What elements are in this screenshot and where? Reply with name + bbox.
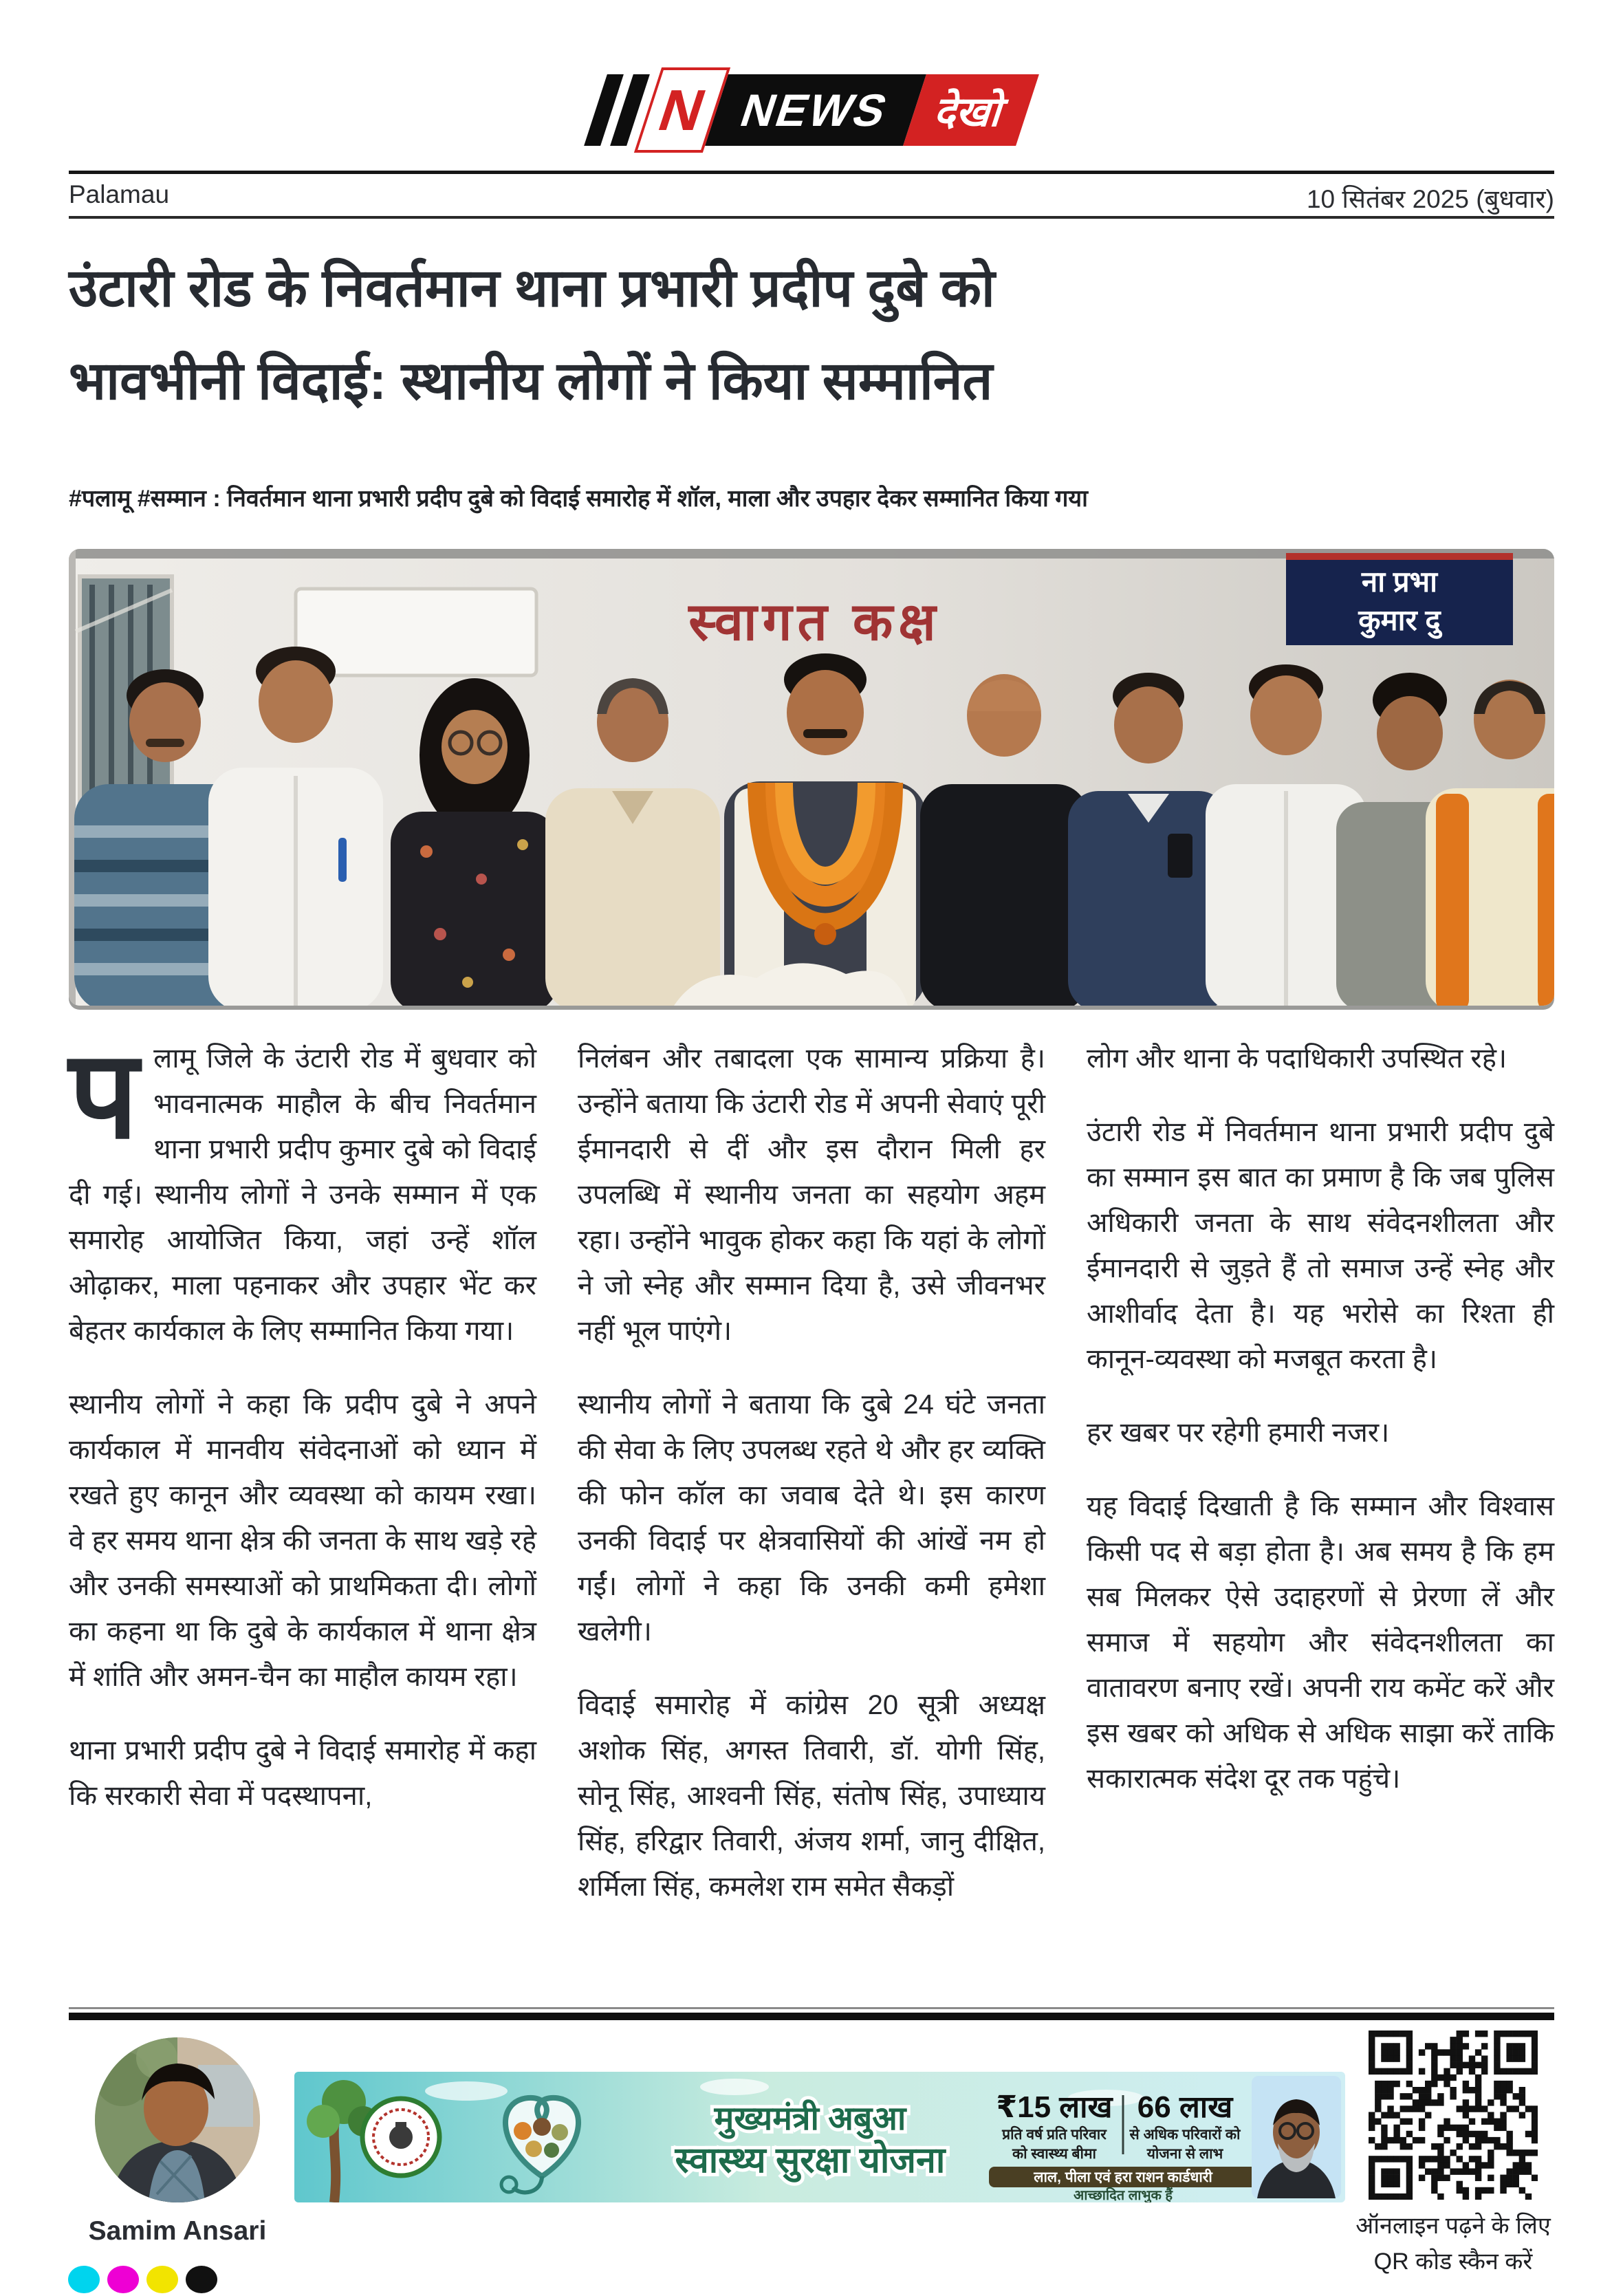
qr-caption [1300,2208,1606,2279]
jharkhand-seal [362,2099,439,2176]
headline-line2: भावभीनी विदाई: स्थानीय लोगों ने किया सम्मानित [69,351,993,411]
ad-stat2-desc2: योजना से लाभ [1146,2146,1223,2162]
masthead [0,73,1623,147]
paragraph: विदाई समारोह में कांग्रेस 20 सूत्री अध्यक्ष अशोक सिंह, अगस्त तिवारी, डॉ. योगी सिंह, सोनू सिंह, आश्वनी सिंह, संतोष सिंह, उपाध्याय सिंह, हरिद्वार तिवारी, अंजय शर्मा, जानु दीक्षित, शर्मिला सिंह, कमलेश राम समेत सैकड़ों [578,1690,1045,1902]
paragraph: उंटारी रोड में निवर्तमान थाना प्रभारी प्रदीप दुबे का सम्मान इस बात का प्रमाण है कि जब पुलिस अधिकारी जनता के साथ संवेदनशीलता और ईमानदारी से जुड़ते हैं तो समाज उन्हें स्नेह और आशीर्वाद देता है। यह भरोसे का रिश्ता ही कानून-व्यवस्था को मजबूत करता है। [1087,1117,1554,1374]
ad-note-line1: लाल, पीला एवं हरा राशन कार्डधारी [1034,2169,1212,2185]
column-2 [578,1036,1045,1938]
edition-location: Palamau [69,180,170,208]
ad-stat1-desc2: को स्वास्थ्य बीमा [1012,2146,1096,2162]
column-3 [1087,1036,1554,1938]
paragraph-text: लामू जिले के उंटारी रोड में बुधवार को भावनात्मक माहौल के बीच निवर्तमान थाना प्रभारी प्रदीप कुमार दुबे को विदाई दी गई। स्थानीय लोगों ने उनके सम्मान में एक समारोह आयोजित किया, जहां उन्हें शॉल ओढ़ाकर, माला पहनाकर और उपहार भेंट कर बेहतर कार्यकाल के लिए सम्मानित किया गया। [69,1043,536,1346]
drop-cap: प [69,1026,139,1163]
wall-text: स्वागत कक्ष [688,593,941,651]
sign-line2: कुमार दु [1358,604,1441,636]
dateline [69,180,1554,215]
logo-news-box [699,74,926,146]
author-avatar [95,2037,260,2202]
footer-rule-thick [69,2013,1554,2020]
lead-photo [69,549,1554,1006]
name-sign [1286,553,1513,645]
paragraph: यह विदाई दिखाती है कि सम्मान और विश्वास किसी पद से बड़ा होता है। अब समय है कि हम सब मिलकर ऐसे उदाहरणों से प्रेरणा लें और समाज में सहयोग और संवेदनशीलता का वातावरण बनाए रखें। अपनी राय कमेंट करें और इस खबर को अधिक से अधिक साझा करें ताकि सकारात्मक संदेश दूर तक पहुंचे। [1087,1491,1554,1794]
paragraph [69,1026,536,1354]
paragraph: निलंबन और तबादला एक सामान्य प्रक्रिया है। उन्होंने बताया कि उंटारी रोड में अपनी सेवाएं पूरी ईमानदारी से दीं और इस दौरान मिली हर उपलब्धि में स्थानीय जनता का सहयोग अहम रहा। उन्होंने भावुक होकर कहा कि यहां के लोगों ने जो स्नेह और सम्मान दिया है, उसे जीवनभर नहीं भूल पाएंगे। [578,1043,1045,1346]
column-1 [69,1026,536,1938]
qr-caption-line2: QR कोड स्कैन करें [1373,2249,1533,2275]
ad-note-line2: आच्छादित लाभुक हैं [1073,2188,1173,2202]
logo-news-text: NEWS [734,85,895,136]
dateline-rule [69,216,1554,219]
ad-title-line1: मुख्यमंत्री अबुआ [714,2101,906,2137]
top-rule [69,171,1554,174]
health-scheme-ad [294,2072,1345,2202]
magenta-dot [107,2266,139,2293]
page-title [69,242,1554,428]
author-name: Samim Ansari [88,2216,267,2246]
yellow-dot [146,2266,178,2293]
farewell-group-photo [69,549,1554,1006]
logo-dekho-box [903,74,1039,146]
qr-code [1369,2030,1538,2200]
ad-stat2-desc1: से अधिक परिवारों को [1129,2127,1241,2143]
logo-n-letter: N [651,77,714,142]
cm-portrait [1252,2076,1341,2198]
qr-caption-line1: ऑनलाइन पढ़ने के लिए [1355,2213,1551,2239]
paragraph: स्थानीय लोगों ने बताया कि दुबे 24 घंटे जनता की सेवा के लिए उपलब्ध रहते थे और हर व्यक्ति की फोन कॉल का जवाब देते थे। इस कारण उनकी विदाई पर क्षेत्रवासियों की आंखें नम हो गईं। लोगों ने कहा कि उनकी कमी हमेशा खलेगी। [578,1389,1045,1647]
cyan-dot [68,2266,100,2293]
footer-rule-thin [69,2007,1554,2009]
ad-stat2-value: 66 लाख [1137,2090,1233,2124]
headline-line1: उंटारी रोड के निवर्तमान थाना प्रभारी प्रदीप दुबे को [69,259,995,318]
sign-line1: ना प्रभा [1361,565,1438,598]
subheadline: #पलामू #सम्मान : निवर्तमान थाना प्रभारी प्रदीप दुबे को विदाई समारोह में शॉल, माला और उपहार देकर सम्मानित किया गया [69,486,1088,512]
paragraph: स्थानीय लोगों ने कहा कि प्रदीप दुबे ने अपने कार्यकाल में मानवीय संवेदनाओं को ध्यान में रखते हुए कानून और व्यवस्था को कायम रखा। वे हर समय थाना क्षेत्र की जनता के साथ खड़े रहे और उनकी समस्याओं को प्राथमिकता दी। लोगों का कहना था कि दुबे के कार्यकाल में थाना क्षेत्र में शांति और अमन-चैन का माहौल कायम रहा। [69,1389,536,1692]
news-dekho-logo [596,67,1027,153]
article-body [69,1026,1554,1938]
black-dot [186,2266,217,2293]
ad-stat1-value: ₹15 लाख [996,2090,1113,2124]
paragraph: लोग और थाना के पदाधिकारी उपस्थित रहे। [1087,1043,1507,1074]
logo-dekho-text: देखो [930,89,1012,135]
ad-stat1-desc1: प्रति वर्ष प्रति परिवार [1002,2127,1107,2143]
edition-date: 10 सितंबर 2025 (बुधवार) [1306,185,1554,213]
paragraph: हर खबर पर रहेगी हमारी नजर। [1087,1418,1390,1448]
paragraph: थाना प्रभारी प्रदीप दुबे ने विदाई समारोह में कहा कि सरकारी सेवा में पदस्थापना, [69,1735,536,1811]
cmyk-registration-marks [68,2266,217,2293]
ad-title-line2: स्वास्थ्य सुरक्षा योजना [675,2141,946,2180]
